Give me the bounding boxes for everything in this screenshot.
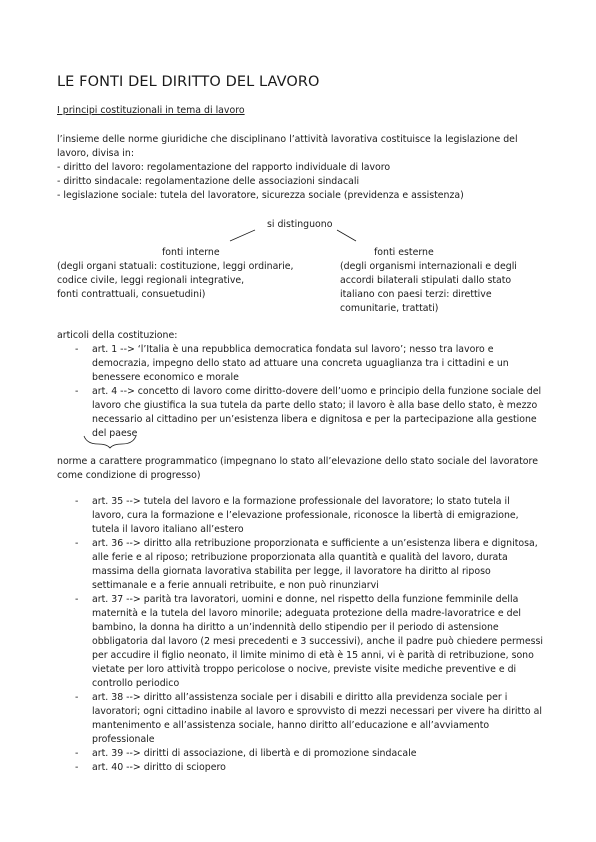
list-item	[75, 385, 545, 441]
intro-line: - diritto sindacale: regolamentazione delle associazioni sindacali	[57, 176, 360, 187]
article-line: maternità e la tutela del lavoro minorile; adeguata protezione della madre-lavoratrice e del	[92, 608, 521, 619]
article-line: obbligatoria dal lavoro (2 mesi precedenti e 3 successivi), anche il padre può chiedere permessi	[92, 636, 543, 647]
list-item	[75, 343, 545, 385]
norme-line: come condizione di progresso)	[57, 470, 201, 481]
internal-line: fonti contrattuali, consuetudini)	[57, 289, 206, 300]
article-line: art. 37 --> parità tra lavoratori, uomini e donne, nel rispetto della funzione femminile della	[92, 594, 519, 605]
list-item	[75, 747, 545, 761]
article-line: art. 4 --> concetto di lavoro come diritto-dovere dell’uomo e principio della funzione sociale del	[92, 386, 542, 397]
article-line: art. 35 --> tutela del lavoro e la formazione professionale del lavoratore; lo stato tutela il	[92, 496, 510, 507]
external-line: comunitarie, trattati)	[340, 303, 439, 314]
external-sources-description	[340, 260, 540, 316]
list-dash: -	[75, 496, 79, 507]
article-line: lavoro, cura la formazione e l’elevazione professionale, riconosce la libertà di emigrazione,	[92, 510, 519, 521]
internal-sources-description	[57, 260, 307, 302]
article-line: lavoratori; ogni cittadino inabile al lavoro e sprovvisto di mezzi necessari per vivere ha diritto al	[92, 706, 542, 717]
article-line: settimanale e a ferie annuali retribuite, e non può rinunziarvi	[92, 580, 379, 591]
external-line: italiano con paesi terzi: direttive	[340, 289, 492, 300]
articles-label: articoli della costituzione:	[57, 330, 178, 341]
list-item	[75, 537, 545, 593]
programmatic-norms-note	[57, 455, 547, 483]
list-item	[75, 495, 545, 537]
intro-line: - diritto del lavoro: regolamentazione del rapporto individuale di lavoro	[57, 162, 391, 173]
article-line: mantenimento e all’assistenza sociale, hanno diritto all’educazione e all’avviamento professionale	[92, 720, 490, 745]
article-line: vietate per loro attività troppo pericolose o nocive, previste visite mediche preventive e di	[92, 664, 517, 675]
external-line: accordi bilaterali stipulati dallo stato	[340, 275, 512, 286]
list-item	[75, 761, 545, 775]
article-line: bambino, la donna ha diritto a un’indennità dello stipendio per il periodo di astensione	[92, 622, 499, 633]
list-dash: -	[75, 594, 79, 605]
connector-right-line	[337, 230, 356, 241]
article-line: art. 38 --> diritto all’assistenza sociale per i disabili e diritto alla previdenza sociale per i	[92, 692, 508, 703]
article-line: art. 36 --> diritto alla retribuzione proporzionata e sufficiente a un’esistenza libera e dignitosa,	[92, 538, 538, 549]
article-line: controllo periodico	[92, 678, 180, 689]
list-item	[75, 691, 545, 747]
internal-line: (degli organi statuali: costituzione, leggi ordinarie,	[57, 261, 294, 272]
article-line: tutela il lavoro italiano all’estero	[92, 524, 244, 535]
article-line: democrazia, impegno dello stato ad attuare una concreta uguaglianza tra i cittadini e un	[92, 358, 509, 369]
article-line: alle ferie e al riposo; retribuzione proporzionata alla quantità e qualità del lavoro, durata	[92, 552, 508, 563]
article-line: art. 39 --> diritti di associazione, di libertà e di promozione sindacale	[92, 748, 417, 759]
list-dash: -	[75, 344, 79, 355]
connector-left-line	[230, 230, 255, 241]
articles-list-fundamental	[75, 343, 545, 441]
list-dash: -	[75, 692, 79, 703]
intro-line: lavoro, divisa in:	[57, 148, 135, 159]
distinction-label: si distinguono	[267, 219, 333, 230]
list-dash: -	[75, 538, 79, 549]
list-item	[75, 593, 545, 691]
list-dash: -	[75, 762, 79, 773]
article-line: lavoro che giustifica la sua tutela da parte dello stato; il lavoro è alla base dello stato, è mezzo	[92, 400, 538, 411]
article-line: massima della giornata lavorativa stabilita per legge, il lavoratore ha diritto al riposo	[92, 566, 491, 577]
intro-line: - legislazione sociale: tutela del lavoratore, sicurezza sociale (previdenza e assistenza)	[57, 190, 464, 201]
norme-line: norme a carattere programmatico (impegnano lo stato all’elevazione dello stato sociale del lavoratore	[57, 456, 538, 467]
intro-line: l’insieme delle norme giuridiche che disciplinano l’attività lavorativa costituisce la legislazione del	[57, 134, 518, 145]
article-line: benessere economico e morale	[92, 372, 239, 383]
internal-line: codice civile, leggi regionali integrative,	[57, 275, 245, 286]
articles-list-labour	[75, 495, 545, 775]
external-sources-heading: fonti esterne	[374, 247, 434, 258]
internal-sources-heading: fonti interne	[162, 247, 220, 258]
article-line: art. 40 --> diritto di sciopero	[92, 762, 226, 773]
external-line: (degli organismi internazionali e degli	[340, 261, 517, 272]
article-line: necessario al cittadino per un’esistenza libera e dignitosa e per la partecipazione alla gestione	[92, 414, 537, 425]
article-line: del paese	[92, 428, 138, 439]
list-dash: -	[75, 386, 79, 397]
article-line: art. 1 --> ‘l’Italia è una repubblica democratica fondata sul lavoro’; nesso tra lavoro e	[92, 344, 494, 355]
article-line: per accudire il figlio neonato, il limite minimo di età è 15 anni, vi è parità di retribuzione, sono	[92, 650, 534, 661]
section-subtitle: I principi costituzionali in tema di lavoro	[57, 105, 245, 116]
document-title: LE FONTI DEL DIRITTO DEL LAVORO	[57, 74, 320, 90]
list-dash: -	[75, 748, 79, 759]
